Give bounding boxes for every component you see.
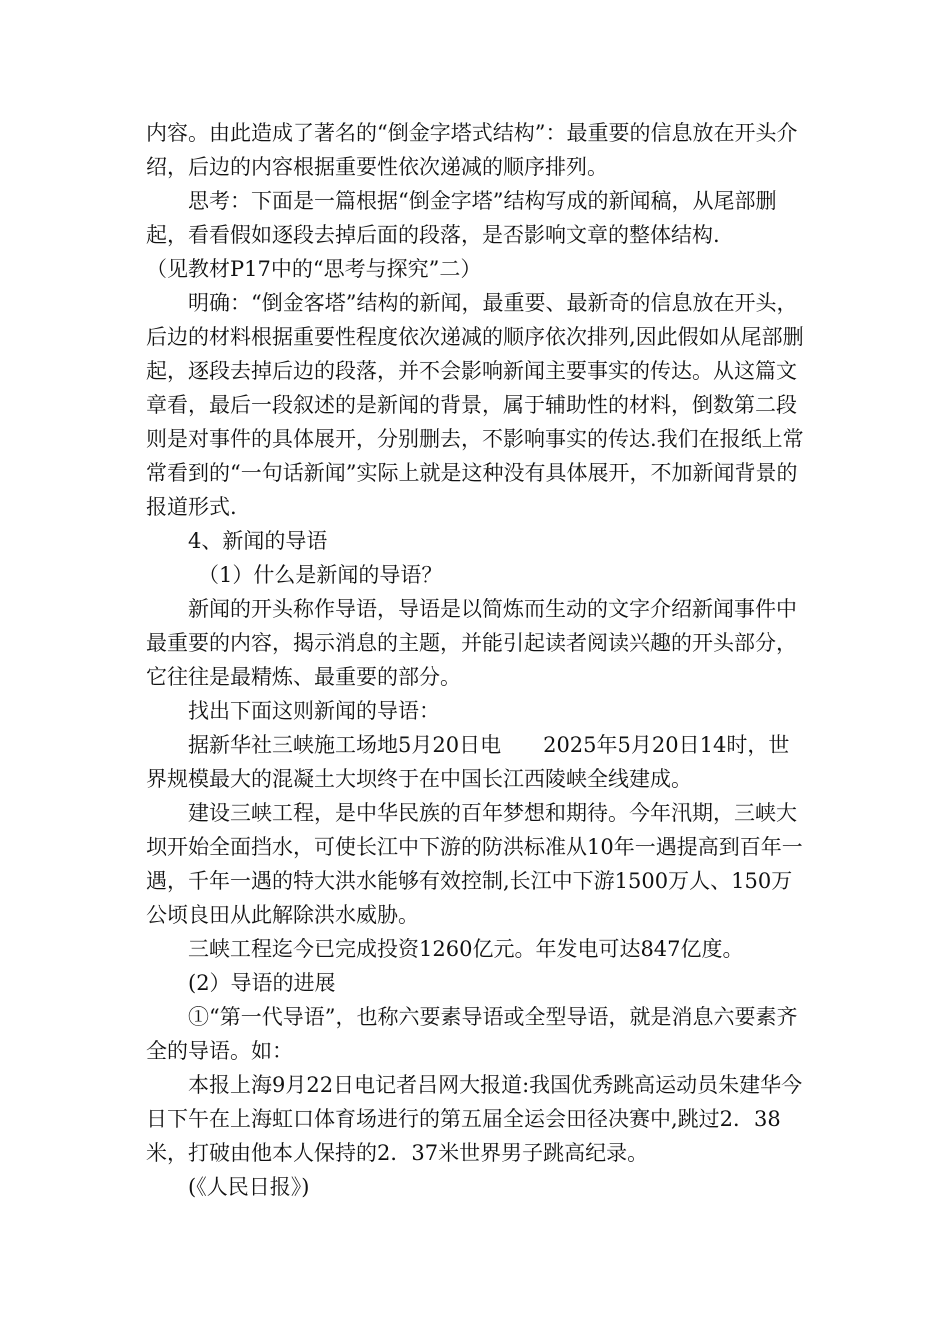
- paragraph-first-generation-lead: ①“第一代导语”，也称六要素导语或全型导语，就是消息六要素齐全的导语。如：: [146, 1005, 798, 1063]
- subheading-what-is-lead: （1）什么是新闻的导语？: [198, 563, 443, 587]
- paragraph-lead-definition: 新闻的开头称作导语，导语是以简炼而生动的文字介绍新闻事件中最重要的内容，揭示消息的主题，并能引起读者阅读兴趣的开头部分，它往往是最精炼、最重要的部分。: [146, 597, 797, 689]
- paragraph-example-news: 本报上海9月22日电记者吕网大报道:我国优秀跳高运动员朱建华今日下午在上海虹口体育场进行的第五届全运会田径决赛中,跳过2．38米，打破由他本人保持的2．37米世界男子跳高纪录。: [146, 1073, 803, 1165]
- subheading-lead-development: (2）导语的进展: [188, 971, 336, 995]
- paragraph-exercise-prompt: 找出下面这则新闻的导语：: [188, 699, 440, 723]
- paragraph-news-background: 三峡工程迄今已完成投资1260亿元。年发电可达847亿度。: [188, 937, 744, 961]
- paragraph-continuation: 内容。由此造成了著名的“倒金字塔式结构”：最重要的信息放在开头介绍，后边的内容根据重要性依次递减的顺序排列。: [146, 121, 798, 179]
- document-body: [146, 116, 806, 1204]
- paragraph-clarification: 明确：“倒金客塔”结构的新闻，最重要、最新奇的信息放在开头，后边的材料根据重要性程度依次递减的顺序依次排列,因此假如从尾部删起，逐段去掉后边的段落，并不会影响新闻主要事实的传达。从这篇文章看，最后一段叙述的是新闻的背景，属于辅助性的材料，倒数第二段则是对事件的具体展开，分别删去，不影响事实的传达.我们在报纸上常常看到的“一句话新闻”实际上就是这种没有具体展开，不加新闻背景的报道形式.: [146, 291, 804, 519]
- paragraph-thinking: 思考：下面是一篇根据“倒金字塔”结构写成的新闻稿，从尾部删起，看看假如逐段去掉后面的段落，是否影响文章的整体结构.: [146, 189, 777, 247]
- paragraph-textbook-reference: （见教材P17中的“思考与探究”二）: [146, 257, 482, 281]
- section-heading-news-lead: 4、新闻的导语: [188, 529, 328, 553]
- paragraph-source: (《人民日报》): [188, 1175, 310, 1199]
- paragraph-news-dateline: 据新华社三峡施工场地5月20日电 2025年5月20日14时，世界规模最大的混凝土大坝终于在中国长江西陵峡全线建成。: [146, 733, 790, 791]
- paragraph-news-body: 建设三峡工程，是中华民族的百年梦想和期待。今年汛期，三峡大坝开始全面挡水，可使长江中下游的防洪标准从10年一遇提高到百年一遇，千年一遇的特大洪水能够有效控制,长江中下游1500万人、150万公顷良田从此解除洪水威胁。: [146, 801, 803, 927]
